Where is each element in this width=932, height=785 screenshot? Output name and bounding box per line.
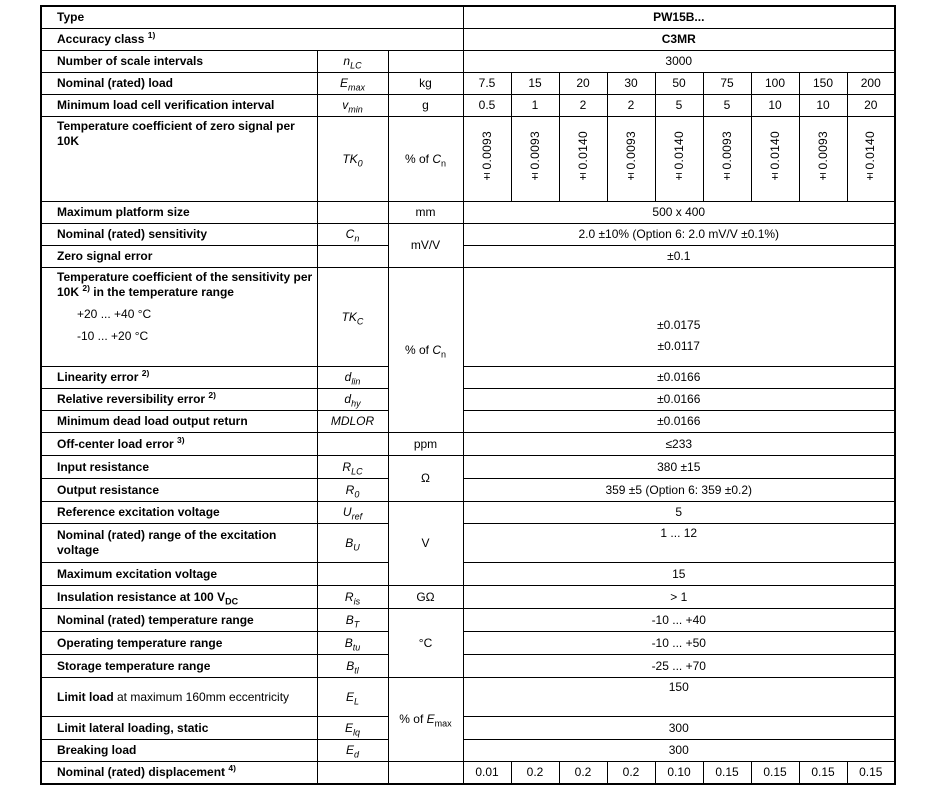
value-cell: ±0.0093	[799, 117, 847, 202]
label-text: Nominal (rated) sensitivity	[57, 227, 208, 241]
value-cell: 0.15	[751, 762, 799, 785]
label-cell	[41, 224, 317, 246]
value-text: 3000	[665, 54, 693, 68]
temp-range-1: +20 ... +40 °C	[77, 307, 152, 321]
value-cell: 15	[511, 73, 559, 95]
label-cell	[41, 563, 317, 586]
label-cell	[41, 479, 317, 502]
value-cell: 5	[463, 502, 895, 524]
value-cell: 0.10	[655, 762, 703, 785]
label-cell	[41, 762, 317, 785]
temp-range-2: -10 ... +20 °C	[77, 329, 149, 343]
row-accuracy-class	[41, 29, 895, 51]
label-text: Number of scale intervals	[57, 54, 204, 68]
symbol-cell: $C_n$	[317, 224, 388, 246]
unit-cell: mV/V	[388, 224, 463, 268]
value-cell: 200	[847, 73, 895, 95]
symbol-cell: $d_{lin}$	[317, 367, 388, 389]
label-cell	[41, 202, 317, 224]
value-cell: 2.0 ±10% (Option 6: 2.0 mV/V ±0.1%)	[463, 224, 895, 246]
unit-cell: mm	[388, 202, 463, 224]
value-text: PW15B...	[653, 10, 705, 24]
value-cell: 20	[559, 73, 607, 95]
label-text: Minimum dead load output return	[57, 414, 248, 428]
row-nominal-load	[41, 73, 895, 95]
row-linearity	[41, 367, 895, 389]
unit-cell: % of $E_{max}$	[388, 678, 463, 762]
symbol-cell: $B_T$	[317, 609, 388, 632]
row-max-excitation	[41, 563, 895, 586]
unit-cell: g	[388, 95, 463, 117]
value-cell: 75	[703, 73, 751, 95]
row-temp-storage	[41, 655, 895, 678]
label-cell	[41, 456, 317, 479]
label-cell	[41, 51, 317, 73]
label-text: Breaking load	[57, 743, 137, 757]
row-output-resistance	[41, 479, 895, 502]
value-cell: -10 ... +40	[463, 609, 895, 632]
unit-cell: °C	[388, 609, 463, 678]
symbol-cell	[317, 433, 388, 456]
value-cell: 150	[799, 73, 847, 95]
value-cell	[463, 51, 895, 73]
label-cell	[41, 73, 317, 95]
row-platform-size	[41, 202, 895, 224]
value-cell: 300	[463, 740, 895, 762]
value-cell: 0.5	[463, 95, 511, 117]
symbol-cell: $n_{LC}$	[317, 51, 388, 73]
row-ref-voltage	[41, 502, 895, 524]
label-text: Maximum excitation voltage	[57, 566, 218, 581]
spec-table-sheet	[40, 5, 896, 785]
unit-cell: kg	[388, 73, 463, 95]
label-text: Reference excitation voltage	[57, 505, 220, 519]
label-cell	[41, 586, 317, 609]
label-text: Nominal (rated) range of the excitation voltage	[57, 528, 277, 557]
value-cell: 50	[655, 73, 703, 95]
value-text: C3MR	[661, 32, 696, 46]
label-cell	[41, 411, 317, 433]
row-reversibility	[41, 389, 895, 411]
value-cell: 7.5	[463, 73, 511, 95]
label-text: Maximum platform size	[57, 205, 190, 219]
row-sensitivity	[41, 224, 895, 246]
symbol-cell: $R_0$	[317, 479, 388, 502]
symbol-cell	[317, 202, 388, 224]
value-cell: 300	[463, 717, 895, 740]
label-cell	[41, 117, 317, 202]
value-cell: 2	[607, 95, 655, 117]
label-text: Accuracy class	[57, 32, 145, 46]
symbol-cell: $E_{lq}$	[317, 717, 388, 740]
symbol-cell	[317, 762, 388, 785]
symbol-cell: $d_{hy}$	[317, 389, 388, 411]
symbol-cell: $E_d$	[317, 740, 388, 762]
row-breaking-load	[41, 740, 895, 762]
value-cell: ±0.0093	[463, 117, 511, 202]
value-cell: 0.2	[607, 762, 655, 785]
row-off-center	[41, 433, 895, 456]
label-text: Operating temperature range	[57, 635, 223, 650]
value-cell: 5	[655, 95, 703, 117]
label-text: Storage temperature range	[57, 658, 211, 673]
value-cell: ±0.0166	[463, 411, 895, 433]
footnote-marker: 3)	[177, 434, 185, 445]
row-excitation-range	[41, 524, 895, 563]
label-text: Temperature coefficient of zero signal per 10K	[57, 119, 295, 148]
value-cell: > 1	[463, 586, 895, 609]
value-cell: 1 ... 12	[463, 524, 895, 563]
label-text: Relative reversibility error	[57, 392, 206, 406]
footnote-marker: 2)	[208, 390, 216, 400]
row-displacement-clipped	[41, 762, 895, 785]
label-cell	[41, 632, 317, 655]
value-cell: ±0.0140	[655, 117, 703, 202]
value-cell: 359 ±5 (Option 6: 359 ±0.2)	[463, 479, 895, 502]
label-text: Zero signal error	[57, 249, 153, 263]
value-cell: -10 ... +50	[463, 632, 895, 655]
unit-cell: Ω	[388, 456, 463, 502]
label-cell	[41, 268, 317, 367]
row-insulation	[41, 586, 895, 609]
label-text: Output resistance	[57, 482, 160, 497]
label-cell	[41, 6, 463, 29]
row-temp-operating	[41, 632, 895, 655]
value-cell	[463, 268, 895, 367]
value-cell	[463, 6, 895, 29]
symbol-cell: $R_{is}$	[317, 586, 388, 609]
row-mdlor	[41, 411, 895, 433]
label-text: Nominal (rated) displacement	[57, 765, 226, 779]
row-tkc	[41, 268, 895, 367]
value-cell: ±0.0140	[751, 117, 799, 202]
label-cell	[41, 433, 317, 456]
value-cell	[463, 29, 895, 51]
symbol-cell: $E_L$	[317, 678, 388, 717]
label-cell	[41, 95, 317, 117]
label-text: Limit lateral loading, static	[57, 720, 209, 735]
footnote-marker: 2)	[82, 283, 90, 293]
symbol-cell	[317, 563, 388, 586]
tkc-value-1: ±0.0175	[657, 318, 701, 332]
value-cell: ±0.0166	[463, 389, 895, 411]
unit-cell: GΩ	[388, 586, 463, 609]
label-text: Off-center load error	[57, 436, 174, 451]
value-cell: 0.01	[463, 762, 511, 785]
value-cell: ±0.0140	[559, 117, 607, 202]
label-cell	[41, 524, 317, 563]
label-cell	[41, 655, 317, 678]
unit-cell: % of $C_n$	[388, 117, 463, 202]
value-cell: 380 ±15	[463, 456, 895, 479]
label-cell: Limit load at maximum 160mm eccentricity	[41, 678, 317, 717]
value-cell: 5	[703, 95, 751, 117]
label-cell	[41, 740, 317, 762]
label-text: Nominal (rated) temperature range	[57, 612, 254, 627]
unit-cell: V	[388, 502, 463, 586]
row-limit-lateral	[41, 717, 895, 740]
row-scale-intervals	[41, 51, 895, 73]
label-text: Insulation resistance at 100 V	[57, 589, 226, 604]
value-cell: 150	[463, 678, 895, 717]
symbol-cell: $U_{ref}$	[317, 502, 388, 524]
row-type	[41, 6, 895, 29]
unit-cell: % of $C_n$	[388, 268, 463, 433]
symbol-cell: MDLOR	[317, 411, 388, 433]
label-text: Temperature coefficient of the sensitivity per 10K $^{2)}$ in the temperature range	[57, 270, 313, 299]
value-cell: 0.15	[799, 762, 847, 785]
value-cell: 100	[751, 73, 799, 95]
value-cell: ±0.0093	[703, 117, 751, 202]
label-text: Input resistance	[57, 459, 150, 474]
unit-cell: ppm	[388, 433, 463, 456]
symbol-cell: $R_{LC}$	[317, 456, 388, 479]
label-text: Linearity error	[57, 370, 139, 384]
symbol-cell: $B_U$	[317, 524, 388, 563]
value-cell: ±0.0093	[511, 117, 559, 202]
value-cell: 0.15	[847, 762, 895, 785]
value-cell: 0.2	[511, 762, 559, 785]
row-input-resistance	[41, 456, 895, 479]
symbol-cell: $E_{max}$	[317, 73, 388, 95]
value-cell: ≤233	[463, 433, 895, 456]
value-cell: 30	[607, 73, 655, 95]
label-cell	[41, 502, 317, 524]
value-cell: 2	[559, 95, 607, 117]
label-cell	[41, 389, 317, 411]
label-cell	[41, 609, 317, 632]
value-cell: 500 x 400	[463, 202, 895, 224]
label-cell	[41, 717, 317, 740]
footnote-marker: 2)	[141, 368, 150, 378]
symbol-cell: $B_{tu}$	[317, 632, 388, 655]
value-cell: 10	[751, 95, 799, 117]
row-limit-load	[41, 678, 895, 717]
value-cell: 0.15	[703, 762, 751, 785]
value-cell: 20	[847, 95, 895, 117]
label-text: Nominal (rated) load	[57, 76, 174, 90]
label-text: Type	[57, 10, 85, 24]
label-cell	[41, 29, 463, 51]
label-subscript: DC	[225, 595, 239, 606]
label-text: Limit load	[57, 689, 114, 704]
symbol-cell: $TK_0$	[317, 117, 388, 202]
tkc-value-2: ±0.0117	[657, 339, 700, 353]
symbol-cell: $v_{min}$	[317, 95, 388, 117]
value-cell: 10	[799, 95, 847, 117]
row-zero-signal	[41, 246, 895, 268]
label-cell	[41, 367, 317, 389]
footnote-marker: 1)	[147, 30, 156, 40]
row-vmin	[41, 95, 895, 117]
value-cell: 15	[463, 563, 895, 586]
label-cell	[41, 246, 317, 268]
symbol-cell	[317, 246, 388, 268]
row-temp-nominal	[41, 609, 895, 632]
spec-table	[40, 5, 896, 785]
unit-cell	[388, 51, 463, 73]
value-cell: 0.2	[559, 762, 607, 785]
symbol-cell: $B_{tl}$	[317, 655, 388, 678]
row-tk0	[41, 117, 895, 202]
unit-cell	[388, 762, 463, 785]
value-cell: ±0.0093	[607, 117, 655, 202]
footnote-marker: 4)	[228, 763, 236, 773]
value-cell: 1	[511, 95, 559, 117]
value-cell: ±0.0166	[463, 367, 895, 389]
value-cell: -25 ... +70	[463, 655, 895, 678]
value-cell: ±0.0140	[847, 117, 895, 202]
symbol-cell: $TK_C$	[317, 268, 388, 367]
label-text: Minimum load cell verification interval	[57, 98, 275, 112]
value-cell: ±0.1	[463, 246, 895, 268]
